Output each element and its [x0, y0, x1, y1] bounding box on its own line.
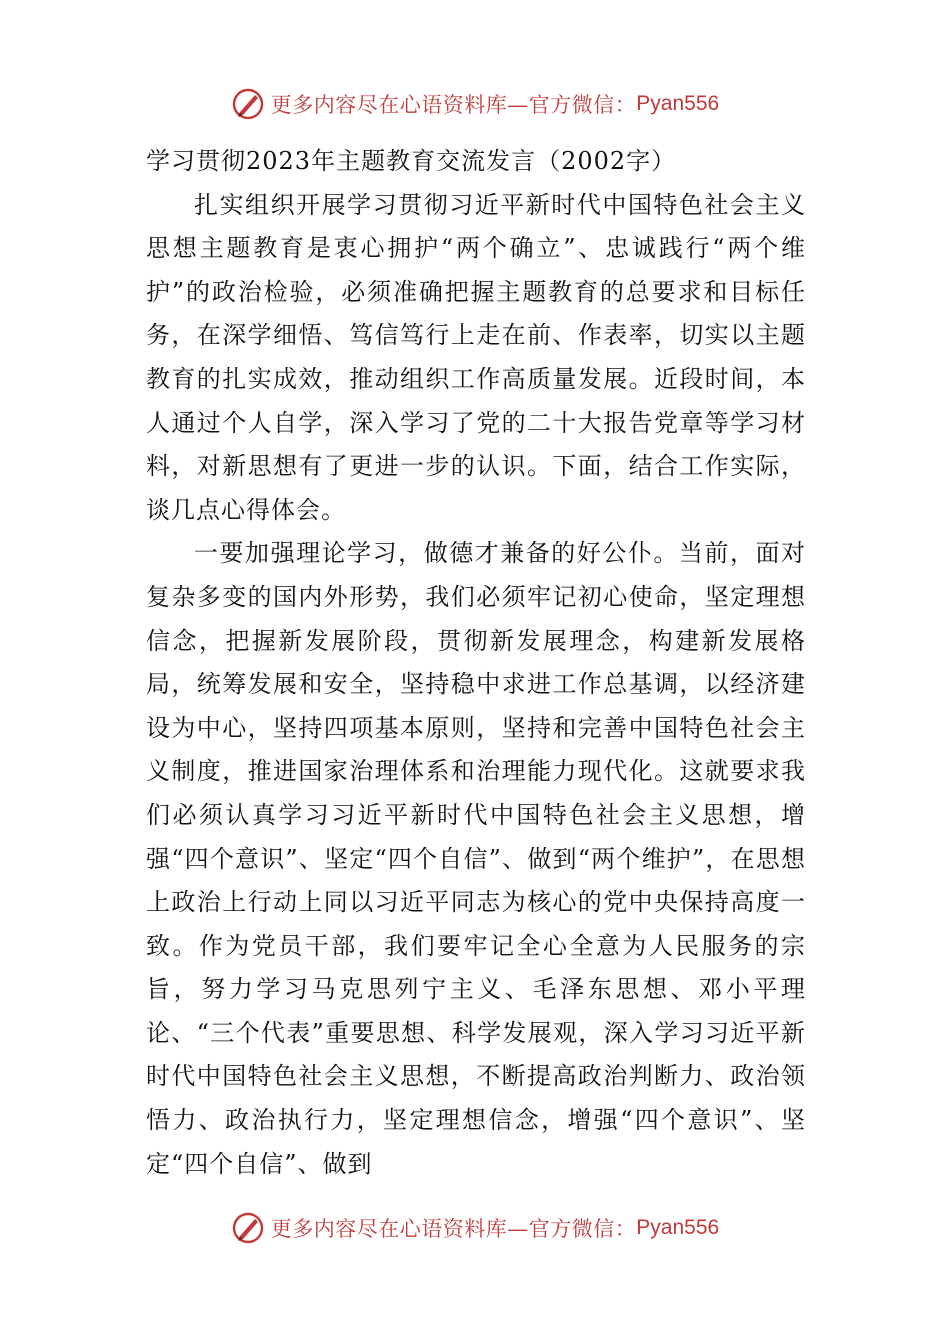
pen-logo-icon	[231, 1211, 265, 1245]
paragraph-intro: 扎实组织开展学习贯彻习近平新时代中国特色社会主义思想主题教育是衷心拥护“两个确立”、忠诚践行“两个维护”的政治检验，必须准确把握主题教育的总要求和目标任务，在深学细悟、笃信笃行上走在前、作表率，切实以主题教育的扎实成效，推动组织工作高质量发展。近段时间，本人通过个人自学，深入学习了党的二十大报告党章等学习材料，对新思想有了更进一步的认识。下面，结合工作实际，谈几点心得体会。	[146, 190, 806, 524]
banner-wechat-id: Pyan556	[636, 1216, 720, 1239]
banner-site-text: 更多内容尽在心语资料库—官方微信：	[270, 1217, 637, 1241]
banner-site-text: 更多内容尽在心语资料库—官方微信：	[270, 93, 637, 117]
pen-logo-icon	[231, 87, 265, 121]
header-banner	[0, 84, 950, 124]
paragraph-point-one: 一要加强理论学习，做德才兼备的好公仆。当前，面对复杂多变的国内外形势，我们必须牢记初心使命，坚定理想信念，把握新发展阶段，贯彻新发展理念，构建新发展格局，统筹发展和安全，坚持稳中求进工作总基调，以经济建设为中心，坚持四项基本原则，坚持和完善中国特色社会主义制度，推进国家治理体系和治理能力现代化。这就要求我们必须认真学习习近平新时代中国特色社会主义思想，增强“四个意识”、坚定“四个自信”、做到“两个维护”，在思想上政治上行动上同以习近平同志为核心的党中央保持高度一致。作为党员干部，我们要牢记全心全意为人民服务的宗旨，努力学习马克思列宁主义、毛泽东思想、邓小平理论、“三个代表”重要思想、科学发展观，深入学习习近平新时代中国特色社会主义思想，不断提高政治判断力、政治领悟力、政治执行力，坚定理想信念，增强“四个意识”、坚定“四个自信”、做到	[146, 539, 806, 1178]
footer-banner	[0, 1208, 950, 1248]
banner-wechat-id: Pyan556	[636, 92, 720, 115]
document-body	[146, 140, 806, 1186]
document-title: 学习贯彻2023年主题教育交流发言（2002字）	[146, 147, 677, 175]
